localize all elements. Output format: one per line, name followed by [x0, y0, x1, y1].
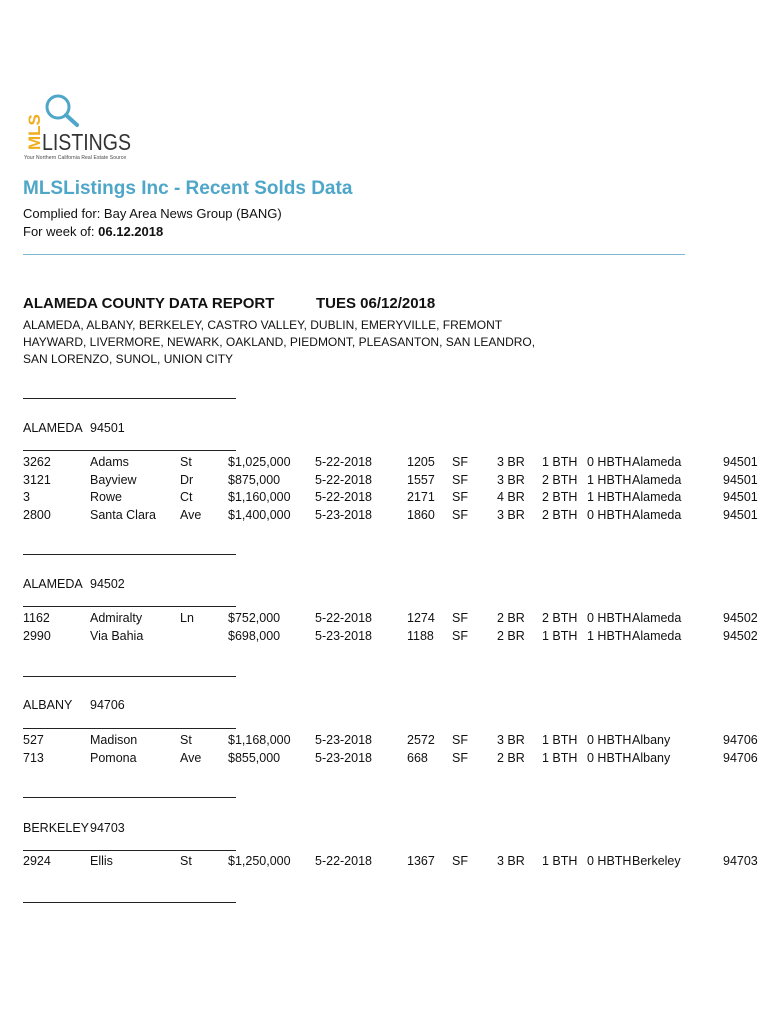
sale-sf: SF [452, 472, 468, 487]
section-divider [23, 728, 236, 729]
sale-hbth: 1 HBTH [587, 628, 632, 643]
section-zip: 94706 [90, 698, 125, 712]
sale-street: Admiralty [90, 611, 143, 625]
sale-hbth: 0 HBTH [587, 507, 632, 522]
sale-suffix: Ln [180, 611, 194, 625]
sale-bth: 2 BTH [542, 472, 578, 487]
sale-hbth: 1 HBTH [587, 472, 632, 487]
sale-street: Pomona [90, 750, 137, 765]
sale-price: $1,400,000 [228, 507, 291, 522]
logo-mls-text: MLS [25, 114, 44, 150]
sale-br: 3 BR [497, 854, 525, 868]
sale-street: Ellis [90, 854, 113, 868]
section-city: ALBANY [23, 698, 73, 712]
sale-hbth: 0 HBTH [587, 854, 632, 868]
sale-street: Rowe [90, 490, 122, 504]
sale-br: 2 BR [497, 611, 525, 625]
cities-line: HAYWARD, LIVERMORE, NEWARK, OAKLAND, PIEDMONT, PLEASANTON, SAN LEANDRO, [23, 335, 536, 349]
sale-suffix: Ave [180, 750, 202, 765]
sale-num: 1162 [23, 611, 50, 625]
section-divider [23, 398, 236, 399]
sale-hbth: 0 HBTH [587, 611, 632, 625]
sale-sqft: 1188 [407, 628, 434, 643]
sale-price: $855,000 [228, 750, 281, 765]
section-divider [23, 902, 236, 903]
sale-sqft: 668 [407, 750, 428, 765]
report-date: TUES 06/12/2018 [316, 295, 436, 312]
sale-suffix: St [180, 733, 192, 747]
sale-num: 3121 [23, 472, 51, 487]
sale-hbth: 1 HBTH [587, 490, 632, 504]
sale-zip: 94502 [723, 611, 758, 625]
sale-street: Adams [90, 455, 129, 469]
sale-bth: 1 BTH [542, 455, 578, 469]
sale-num: 713 [23, 750, 44, 765]
section-divider [23, 676, 236, 677]
sale-city: Alameda [632, 472, 682, 487]
sale-date: 5-22-2018 [315, 490, 372, 504]
sale-sf: SF [452, 750, 468, 765]
sale-zip: 94501 [723, 490, 758, 504]
sale-date: 5-22-2018 [315, 611, 372, 625]
logo-tagline: Your Northern California Real Estate Source [24, 155, 127, 161]
sale-bth: 2 BTH [542, 507, 578, 522]
sale-zip: 94501 [723, 455, 758, 469]
sale-sf: SF [452, 490, 468, 504]
sale-street: Via Bahia [90, 628, 144, 643]
sale-br: 3 BR [497, 455, 525, 469]
cities-line: ALAMEDA, ALBANY, BERKELEY, CASTRO VALLEY, DUBLIN, EMERYVILLE, FREMONT [23, 318, 503, 332]
sale-bth: 2 BTH [542, 490, 578, 504]
sale-br: 3 BR [497, 733, 525, 747]
sale-city: Alameda [632, 455, 682, 469]
sale-bth: 1 BTH [542, 628, 578, 643]
sale-street: Santa Clara [90, 507, 157, 522]
sale-sqft: 1367 [407, 854, 435, 868]
sale-suffix: Dr [180, 472, 194, 487]
sale-num: 527 [23, 733, 44, 747]
section-city: ALAMEDA [23, 577, 83, 591]
section-divider [23, 450, 236, 451]
week-value: 06.12.2018 [98, 224, 164, 239]
sale-suffix: Ct [180, 490, 193, 504]
sale-zip: 94501 [723, 507, 758, 522]
sale-sqft: 2572 [407, 733, 435, 747]
sale-suffix: St [180, 455, 192, 469]
sale-zip: 94501 [723, 472, 758, 487]
sale-date: 5-23-2018 [315, 733, 372, 747]
sale-br: 2 BR [497, 750, 525, 765]
sale-sqft: 1205 [407, 455, 435, 469]
week-label: For week of: [23, 224, 95, 239]
week-line [23, 224, 163, 239]
logo-listings-text: LISTINGS [42, 129, 131, 155]
sale-br: 3 BR [497, 472, 525, 487]
sale-sf: SF [452, 507, 468, 522]
section-divider [23, 554, 236, 555]
sale-price: $875,000 [228, 472, 281, 487]
sale-price: $1,250,000 [228, 854, 291, 868]
sale-hbth: 0 HBTH [587, 750, 632, 765]
section-divider [23, 606, 236, 607]
sale-sf: SF [452, 854, 468, 868]
sale-price: $698,000 [228, 628, 281, 643]
sale-num: 3262 [23, 455, 51, 469]
sale-hbth: 0 HBTH [587, 733, 632, 747]
sale-sqft: 1860 [407, 507, 435, 522]
sale-bth: 2 BTH [542, 611, 578, 625]
section-zip: 94703 [90, 821, 125, 835]
complied-for-text: Complied for: Bay Area News Group (BANG) [23, 206, 282, 221]
sale-num: 2924 [23, 854, 51, 868]
sale-street: Bayview [90, 472, 137, 487]
sale-zip: 94706 [723, 733, 758, 747]
header-divider [23, 254, 685, 255]
mlslistings-logo [22, 92, 152, 164]
sale-sf: SF [452, 628, 468, 643]
sale-price: $1,160,000 [228, 490, 291, 504]
sale-suffix: St [180, 854, 192, 868]
sale-sf: SF [452, 611, 468, 625]
magnifier-icon [22, 92, 152, 156]
sale-bth: 1 BTH [542, 733, 578, 747]
sale-price: $1,025,000 [228, 455, 291, 469]
sale-city: Berkeley [632, 854, 681, 868]
sale-price: $752,000 [228, 611, 281, 625]
sale-date: 5-23-2018 [315, 750, 372, 765]
sale-zip: 94703 [723, 854, 758, 868]
sale-sf: SF [452, 455, 468, 469]
sale-num: 2990 [23, 628, 51, 643]
sale-br: 2 BR [497, 628, 525, 643]
page-title: MLSListings Inc - Recent Solds Data [23, 178, 353, 199]
sale-date: 5-22-2018 [315, 472, 372, 487]
section-divider [23, 797, 236, 798]
sale-sqft: 2171 [407, 490, 435, 504]
sale-br: 4 BR [497, 490, 525, 504]
sale-city: Alameda [632, 490, 682, 504]
sale-hbth: 0 HBTH [587, 455, 632, 469]
sale-city: Albany [632, 750, 671, 765]
sale-city: Alameda [632, 611, 682, 625]
sale-sqft: 1557 [407, 472, 435, 487]
sale-city: Albany [632, 733, 671, 747]
sale-date: 5-23-2018 [315, 507, 372, 522]
sale-city: Alameda [632, 628, 682, 643]
sale-num: 2800 [23, 507, 51, 522]
sale-sqft: 1274 [407, 611, 435, 625]
sale-bth: 1 BTH [542, 854, 578, 868]
sale-street: Madison [90, 733, 138, 747]
sale-date: 5-23-2018 [315, 628, 372, 643]
section-city: ALAMEDA [23, 421, 83, 435]
sale-num: 3 [23, 490, 30, 504]
section-zip: 94502 [90, 577, 125, 591]
sale-price: $1,168,000 [228, 733, 291, 747]
section-city: BERKELEY [23, 821, 90, 835]
sale-date: 5-22-2018 [315, 854, 372, 868]
cities-line: SAN LORENZO, SUNOL, UNION CITY [23, 352, 234, 366]
sale-city: Alameda [632, 507, 682, 522]
report-heading: ALAMEDA COUNTY DATA REPORT [23, 295, 275, 312]
sale-zip: 94502 [723, 628, 758, 643]
sale-date: 5-22-2018 [315, 455, 372, 469]
sale-br: 3 BR [497, 507, 525, 522]
sale-zip: 94706 [723, 750, 758, 765]
sale-bth: 1 BTH [542, 750, 578, 765]
sale-suffix: Ave [180, 507, 202, 522]
sale-sf: SF [452, 733, 468, 747]
section-divider [23, 850, 236, 851]
section-zip: 94501 [90, 421, 125, 435]
